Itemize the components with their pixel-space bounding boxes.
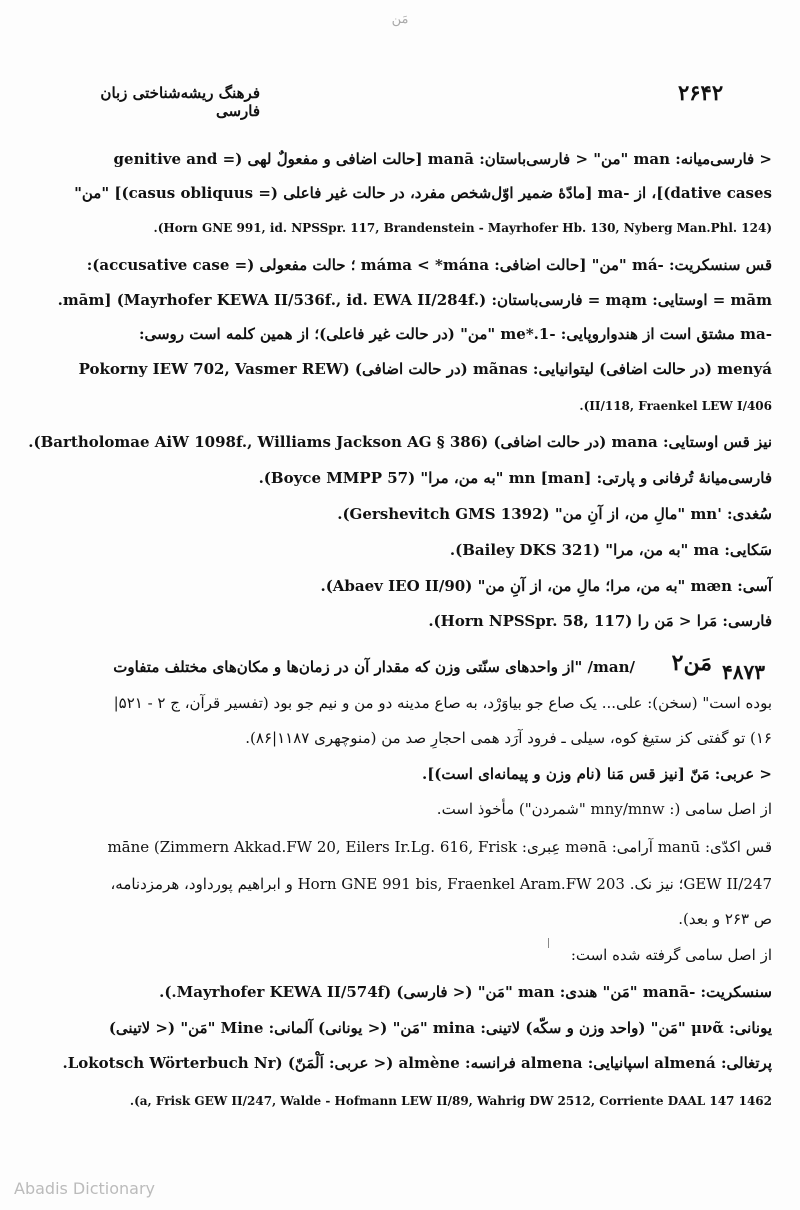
entry2-line: بوده است" (سخن): علی... یک صاع جو بیاوَرْد، به صاع مدینه دو من و نیم جو بود (تفسیر قرآن، ج ۲ - ۵۲۱| <box>113 694 772 712</box>
entry1-line: menyá (در حالت اضافی) لیتوانیایی: mãnas (در حالت اضافی) (Pokorny IEW 702, Vasmer REW <box>78 360 772 378</box>
entry1-line: نیز قس اوستایی: mana (در حالت اضافی) (Bartholomae AiW 1098f., Williams Jackson AG § 386). <box>28 433 772 451</box>
entry1-line: فارسی: مَرا < مَن را (Horn NPSSpr. 58, 117). <box>428 612 772 630</box>
entry1-line: آسی: mæn "به من، مرا؛ مالِ من، از آنِ من" (Abaev IEO II/90). <box>320 577 772 595</box>
entry1-line: -ma مشتق است از هندواروپایی: -me*.1 "من" (در حالت غیر فاعلی)؛ از همین کلمه است روسی: <box>138 325 772 343</box>
entry2-line: پرتغالی: almená اسپانیایی: almena فرانسه: almène (< عربی: اَلْمَنّ) (Lokotsch Wörterbuch Nr. <box>62 1054 772 1072</box>
entry1-line: سَکایی: ma "به من، مرا" (Bailey DKS 321). <box>449 541 772 559</box>
entry1-line: mām = اوستایی: mąm = فارسی‌باستان: mām] (Mayrhofer KEWA II/536f., id. EWA II/284f.). <box>57 291 772 309</box>
entry1-line: < فارسی‌میانه: man "من" < فارسی‌باستان: manā [حالت اضافی و مفعولٌ لهی (= genitive and <box>113 150 772 168</box>
entry1-citation: II/118, Fraenkel LEW I/406). <box>579 399 772 413</box>
entry2-line: ۱۶) تو گفتی کز ستیغ کوه، سیلی ـ فرود آرَد همی احجارِ صد من (منوچهری ۱۱۸۷|۸۶). <box>245 729 772 747</box>
entry2-line: GEW II/247؛ نیز نک. Horn GNE 991 bis, Fraenkel Aram.FW 203 و ابراهیم پورداود، هرمزدنامه، <box>110 875 772 893</box>
entry-number: ۴۸۷۳ <box>722 660 765 684</box>
entry2-citation: 1462 a, Frisk GEW II/247, Walde - Hofmann LEW II/89, Wahrig DW 2512, Corriente DAAL 147). <box>129 1094 772 1108</box>
book-title: فرهنگ ریشه‌شناختی زبان فارسی <box>100 84 260 120</box>
entry1-line: سُغدی: 'mn "مالِ من، از آنِ من" (Gershevitch GMS 1392). <box>337 505 772 523</box>
entry1-line: dative cases)]، از -ma [مادّهٔ ضمیر اوّل‌شخص مفرد، در حالت غیر فاعلی (= casus obliquus)] "من" <box>74 184 772 202</box>
entry1-line: قس سنسکریت: -má "من" [حالت اضافی: máma < *mána ؛ حالت مفعولی (= accusative case): <box>86 256 772 274</box>
entry2-line: یونانی: μνᾶ "مَن" (واحد وزن و سکّه) لاتینی: mina "مَن" (< یونانی) آلمانی: Mine "مَن" (< لاتینی) <box>108 1019 772 1037</box>
entry1-citation: (Horn GNE 991, id. NPSSpr. 117, Brandenstein - Mayrhofer Hb. 130, Nyberg Man.Phl. 124). <box>153 221 772 235</box>
entry2-line: از اصل سامی گرفته شده است: <box>570 946 772 964</box>
page-number: ۲۶۴۲ <box>678 80 724 105</box>
headword: مَن۲ <box>671 650 712 676</box>
entry2-line: قس اکدّی: manū آرامی: mənā عِبری: māne (Zimmern Akkad.FW 20, Eilers Ir.Lg. 616, Frisk <box>107 838 772 856</box>
entry2-line: ص ۲۶۳ و بعد). <box>678 910 772 928</box>
entry1-line: فارسی‌میانهٔ تُرفانی و پارتی: mn [man] "به من، مرا" (Boyce MMPP 57). <box>258 469 772 487</box>
watermark: Abadis Dictionary <box>14 1179 155 1198</box>
entry2-line: از اصل سامی (: mny/mnw "شمردن") مأخوذ است. <box>436 800 772 818</box>
entry2-line: سنسکریت: -manā "مَن" هندی: man "مَن" (< فارسی) (Mayrhofer KEWA II/574f.). <box>159 983 772 1001</box>
running-head: مَن <box>391 12 409 27</box>
entry2-definition: /man/ "از واحدهای سنّتی وزن که مقدار آن در زمان‌ها و مکان‌های مختلف متفاوت <box>113 658 635 676</box>
entry2-line: < عربی: مَنّ [نیز قس مَنا (نام وزن و پیمانه‌ای است)]. <box>421 765 772 783</box>
